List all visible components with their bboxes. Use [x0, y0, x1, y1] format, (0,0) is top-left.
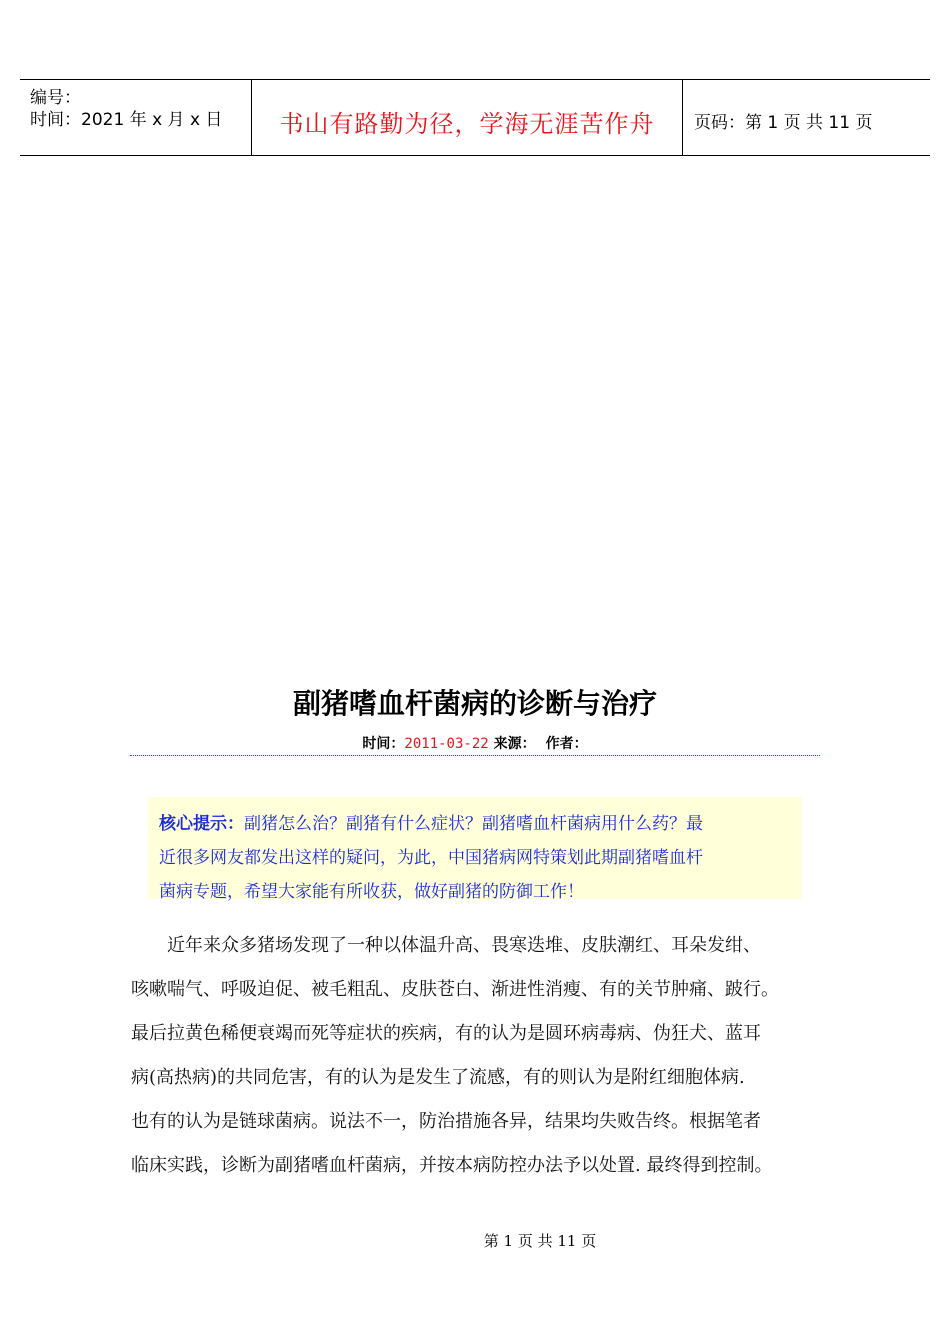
article-title: 副猪嗜血杆菌病的诊断与治疗	[292, 687, 657, 720]
serial-number-label: 编号：	[30, 88, 81, 108]
publish-date: 2011-03-22	[404, 736, 489, 752]
core-tip-line-1: 副猪怎么治？副猪有什么症状？副猪嗜血杆菌病用什么药？最	[244, 814, 703, 834]
source-label: 来源：	[493, 736, 536, 752]
core-tip-line-3: 菌病专题，希望大家能有所收获，做好副猪的防御工作！	[159, 882, 584, 902]
header-motto: 书山有路勤为径，学海无涯苦作舟	[279, 110, 655, 138]
page-footer: 第 1 页 共 11 页	[483, 1232, 597, 1250]
author-label: 作者：	[545, 736, 588, 752]
article-meta	[0, 733, 950, 753]
core-tip-line-2: 近很多网友都发出这样的疑问，为此，中国猪病网特策划此期副猪嗜血杆	[159, 848, 703, 868]
header-page-info: 页码：第 1 页 共 11 页	[694, 113, 873, 133]
article-body	[131, 924, 821, 1188]
time-label: 时间：	[362, 736, 405, 752]
header-motto-cell	[251, 80, 683, 155]
body-line: 也有的认为是链球菌病。说法不一，防治措施各异，结果均失败告终。根据笔者	[131, 1111, 761, 1132]
header-page-cell	[683, 80, 930, 155]
divider-line	[130, 755, 820, 756]
body-line: 最后拉黄色稀便衰竭而死等症状的疾病，有的认为是圆环病毒病、伪狂犬、蓝耳	[131, 1023, 761, 1044]
header-info-cell	[20, 80, 251, 155]
body-line: 近年来众多猪场发现了一种以体温升高、畏寒迭堆、皮肤潮红、耳朵发绀、	[131, 935, 761, 956]
body-line: 临床实践，诊断为副猪嗜血杆菌病，并按本病防控办法予以处置. 最终得到控制。	[131, 1155, 773, 1176]
header-date: 时间：2021 年 x 月 x 日	[30, 110, 223, 130]
core-tip-box	[148, 797, 802, 902]
body-line: 咳嗽喘气、呼吸迫促、被毛粗乱、皮肤苍白、渐进性消瘦、有的关节肿痛、跛行。	[131, 979, 779, 1000]
body-line: 病(高热病)的共同危害，有的认为是发生了流感，有的则认为是附红细胞体病.	[131, 1067, 745, 1088]
core-tip-label: 核心提示：	[159, 814, 244, 834]
document-header	[20, 79, 930, 156]
